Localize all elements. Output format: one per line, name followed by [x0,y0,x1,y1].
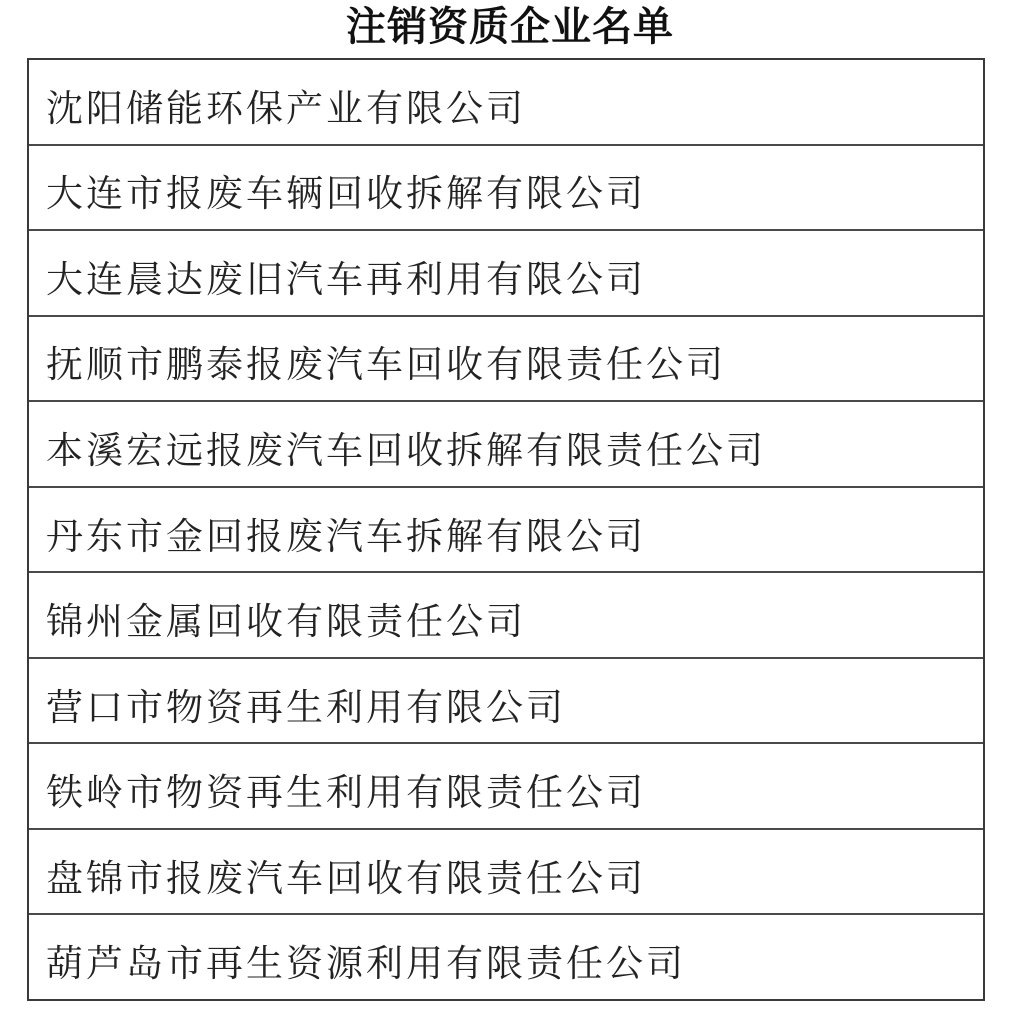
table-row [29,144,983,230]
company-name: 大连晨达废旧汽车再利用有限公司 [46,257,646,301]
company-name: 葫芦岛市再生资源利用有限责任公司 [46,942,686,986]
table-row [29,913,983,999]
company-table [27,58,985,1001]
page-title: 注销资质企业名单 [346,3,674,50]
company-name: 营口市物资再生利用有限公司 [46,685,566,729]
table-row [29,229,983,315]
company-name: 锦州金属回收有限责任公司 [46,600,526,644]
company-name: 大连市报废车辆回收拆解有限公司 [46,172,646,216]
company-name: 丹东市金回报废汽车拆解有限公司 [46,514,646,558]
company-name: 抚顺市鹏泰报废汽车回收有限责任公司 [46,343,726,387]
company-name: 本溪宏远报废汽车回收拆解有限责任公司 [46,428,766,472]
table-row [29,571,983,657]
company-name: 盘锦市报废汽车回收有限责任公司 [46,856,646,900]
table-row [29,828,983,914]
table-row [29,486,983,572]
table-row [29,60,983,144]
table-row [29,400,983,486]
table-row [29,742,983,828]
table-row [29,657,983,743]
table-row [29,315,983,401]
company-name: 沈阳储能环保产业有限公司 [46,86,526,130]
company-name: 铁岭市物资再生利用有限责任公司 [46,771,646,815]
